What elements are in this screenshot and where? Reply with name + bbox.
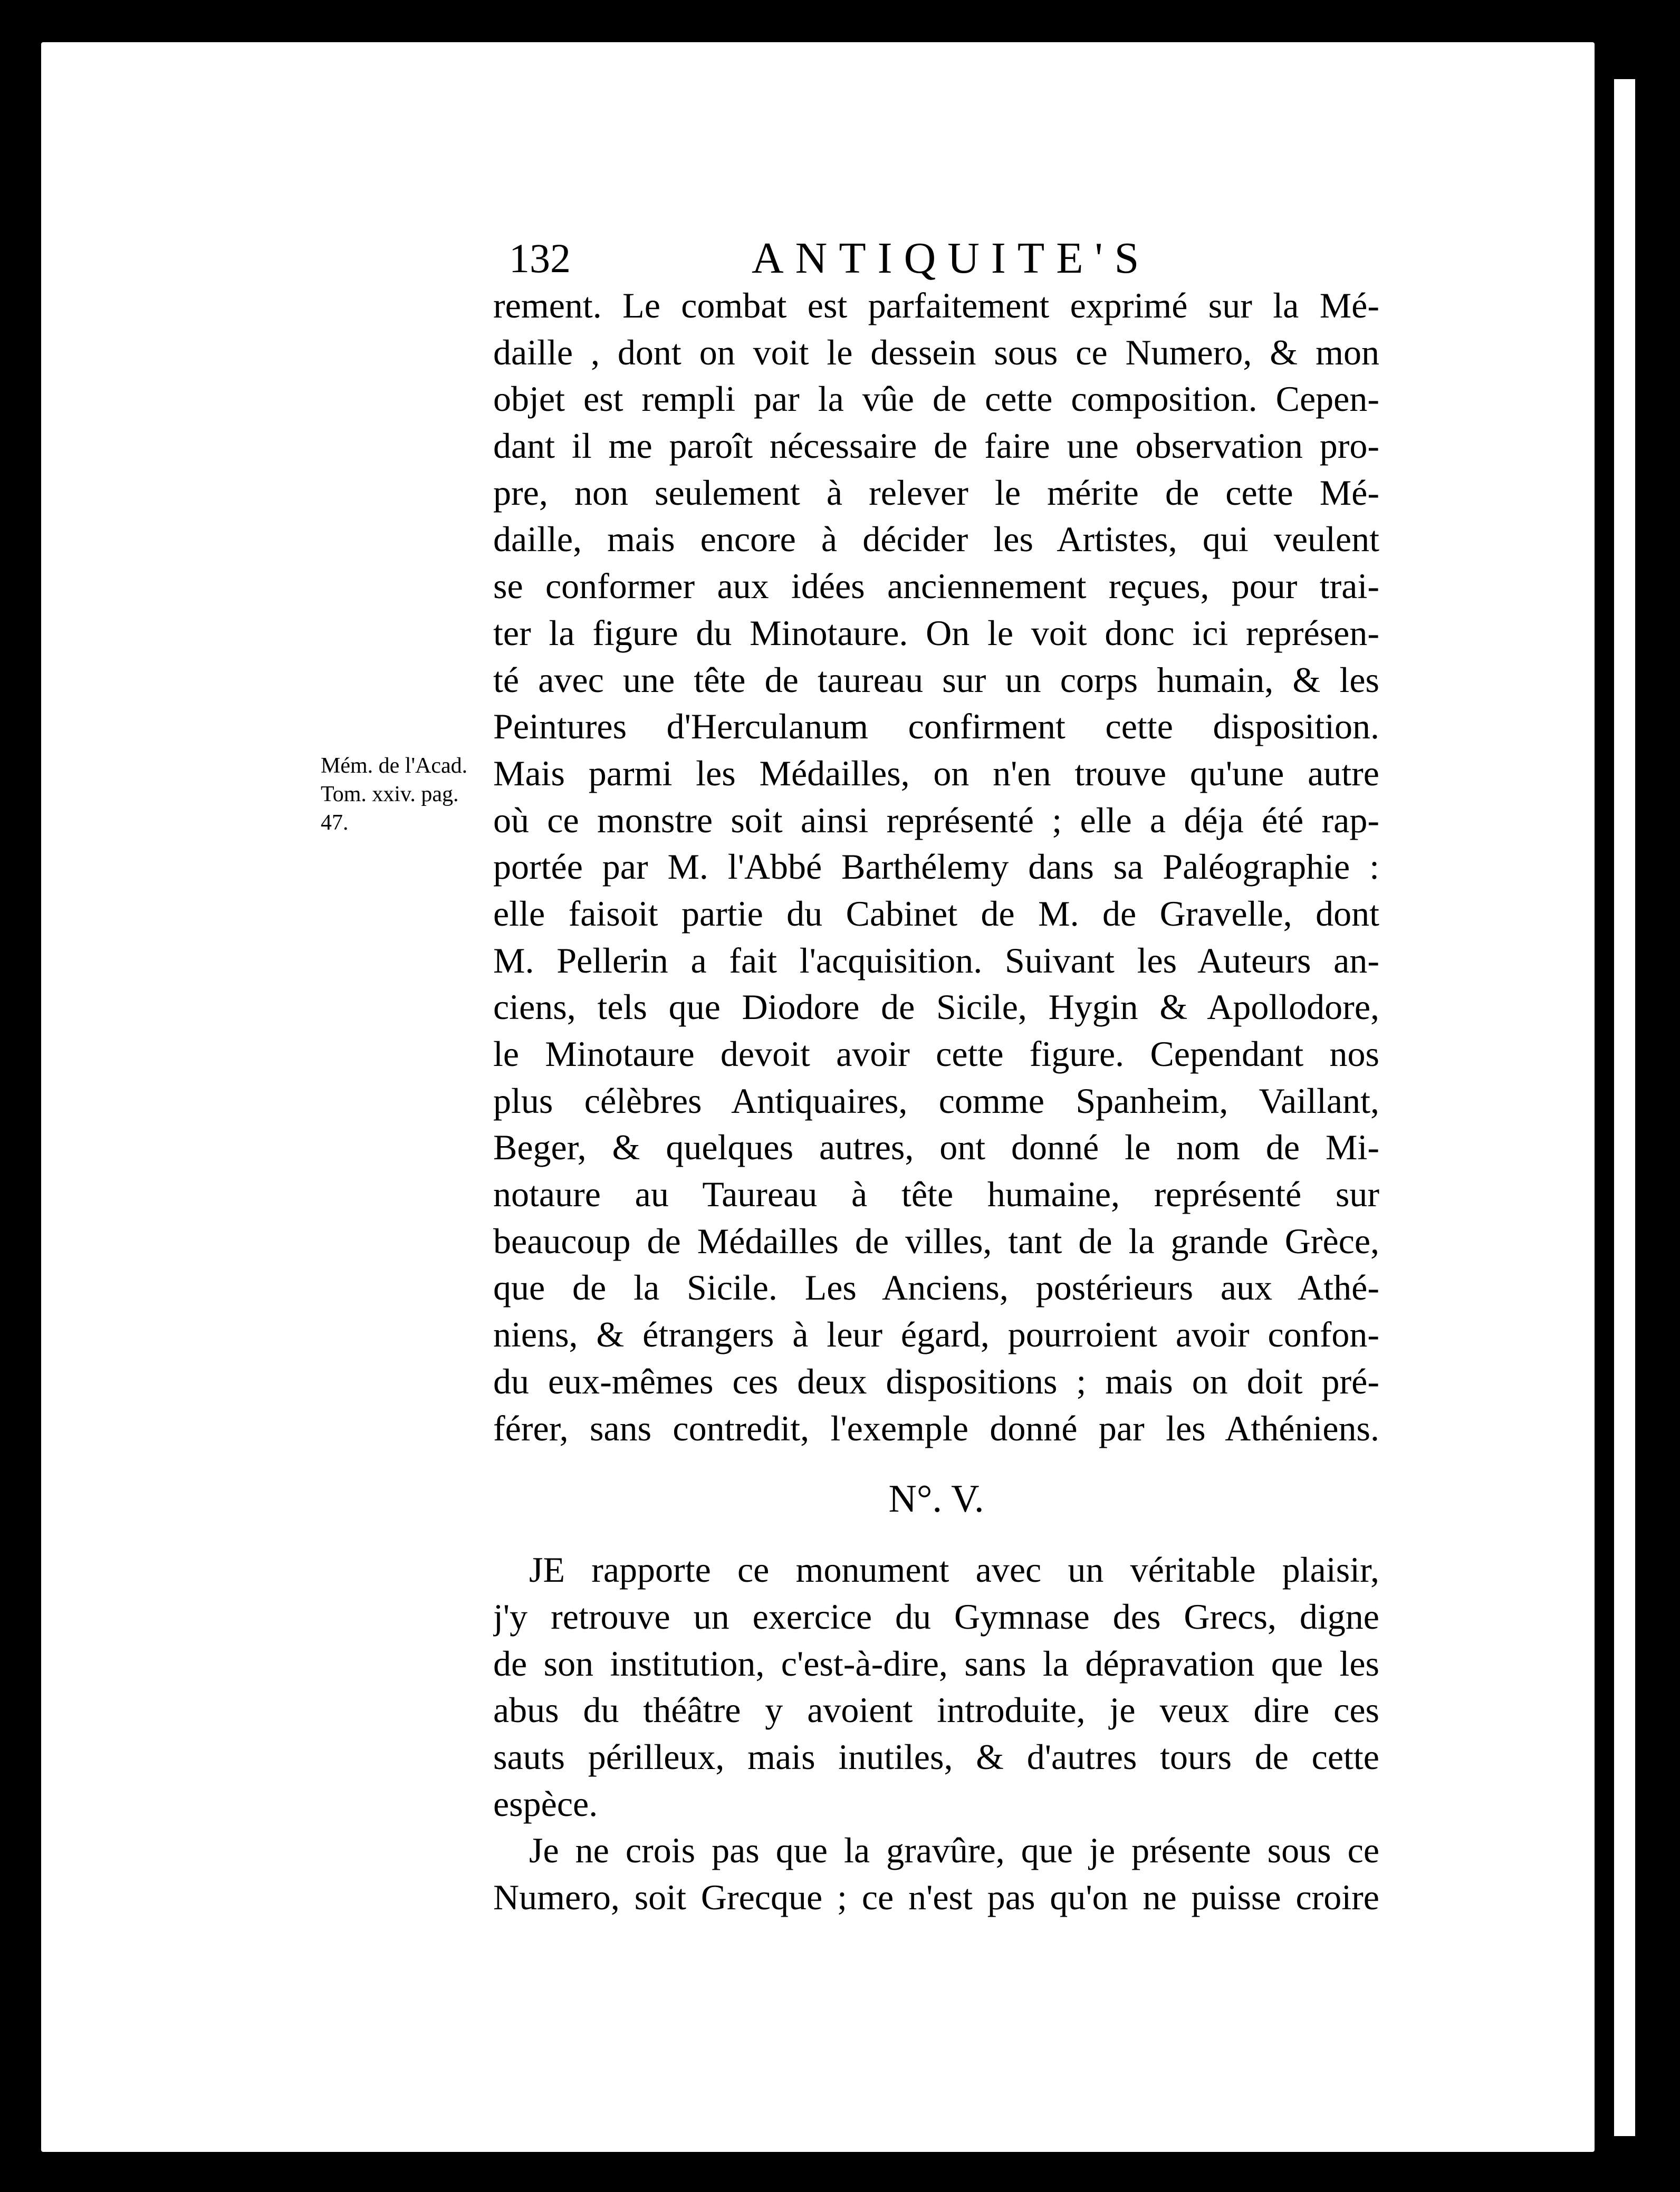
text-line: daille , dont on voit le dessein sous ce Numero, & mon (493, 332, 1379, 372)
text-line: Beger, & quelques autres, ont donné le nom de Mi- (493, 1127, 1379, 1168)
text-line: elle faisoit partie du Cabinet de M. de Gravelle, dont (493, 893, 1379, 934)
text-line: notaure au Taureau à tête humaine, représenté sur (493, 1174, 1379, 1215)
text-line: objet est rempli par la vûe de cette composition. Cepen- (493, 379, 1379, 419)
text-line: Mais parmi les Médailles, on n'en trouve qu'une autre (493, 753, 1379, 793)
text-line: rement. Le combat est parfaitement exprimé sur la Mé- (493, 285, 1379, 325)
text-line: de son institution, c'est-à-dire, sans la dépravation que les (493, 1643, 1379, 1684)
paragraph-1 (493, 282, 1379, 1451)
text-line: daille, mais encore à décider les Artistes, qui veulent (493, 519, 1379, 560)
page-edge (1614, 79, 1635, 2136)
body-text (493, 282, 1379, 1921)
paragraph-2 (493, 1546, 1379, 1827)
text-line: M. Pellerin a fait l'acquisition. Suivant les Auteurs an- (493, 940, 1379, 980)
text-line: ter la figure du Minotaure. On le voit donc ici représen- (493, 612, 1379, 653)
margin-note (321, 752, 521, 837)
page-number: 132 (509, 235, 571, 281)
margin-note-line: Tom. xxiv. pag. (321, 782, 459, 806)
text-line: Peintures d'Herculanum confirment cette disposition. (493, 706, 1379, 747)
text-line: portée par M. l'Abbé Barthélemy dans sa Paléographie : (493, 847, 1379, 887)
margin-note-line: 47. (321, 811, 349, 835)
text-line: férer, sans contredit, l'exemple donné par les Athéniens. (493, 1408, 1379, 1448)
text-line: j'y retrouve un exercice du Gymnase des Grecs, digne (493, 1596, 1379, 1637)
text-line: niens, & étrangers à leur égard, pourroient avoir confon- (493, 1314, 1379, 1355)
text-line: JE rapporte ce monument avec un véritable plaisir, (529, 1550, 1379, 1590)
text-line: ciens, tels que Diodore de Sicile, Hygin & Apollodore, (493, 987, 1379, 1027)
text-line: se conformer aux idées anciennement reçues, pour trai- (493, 566, 1379, 607)
text-line: du eux-mêmes ces deux dispositions ; mais on doit pré- (493, 1361, 1379, 1401)
text-line: Numero, soit Grecque ; ce n'est pas qu'on ne puisse croire (493, 1877, 1379, 1917)
paragraph-3 (493, 1827, 1379, 1920)
text-line: plus célèbres Antiquaires, comme Spanheim, Vaillant, (493, 1080, 1379, 1121)
running-title: ANTIQUITE'S (752, 234, 1151, 283)
text-line: té avec une tête de taureau sur un corps humain, & les (493, 659, 1379, 700)
text-line: sauts périlleux, mais inutiles, & d'autres tours de cette (493, 1736, 1379, 1777)
text-line: pre, non seulement à relever le mérite de cette Mé- (493, 472, 1379, 513)
text-line: espèce. (493, 1783, 598, 1824)
text-line: le Minotaure devoit avoir cette figure. Cependant nos (493, 1034, 1379, 1074)
text-line: beaucoup de Médailles de villes, tant de la grande Grèce, (493, 1220, 1379, 1261)
section-heading: N°. V. (888, 1477, 984, 1521)
text-line: que de la Sicile. Les Anciens, postérieurs aux Athé- (493, 1267, 1379, 1308)
page-header (509, 232, 1379, 285)
text-line: abus du théâtre y avoient introduite, je veux dire ces (493, 1690, 1379, 1730)
text-line: où ce monstre soit ainsi représenté ; elle a déja été rap- (493, 800, 1379, 840)
margin-note-line: Mém. de l'Acad. (321, 754, 468, 778)
text-line: dant il me paroît nécessaire de faire une observation pro- (493, 426, 1379, 466)
text-line: Je ne crois pas que la gravûre, que je présente sous ce (529, 1830, 1379, 1871)
